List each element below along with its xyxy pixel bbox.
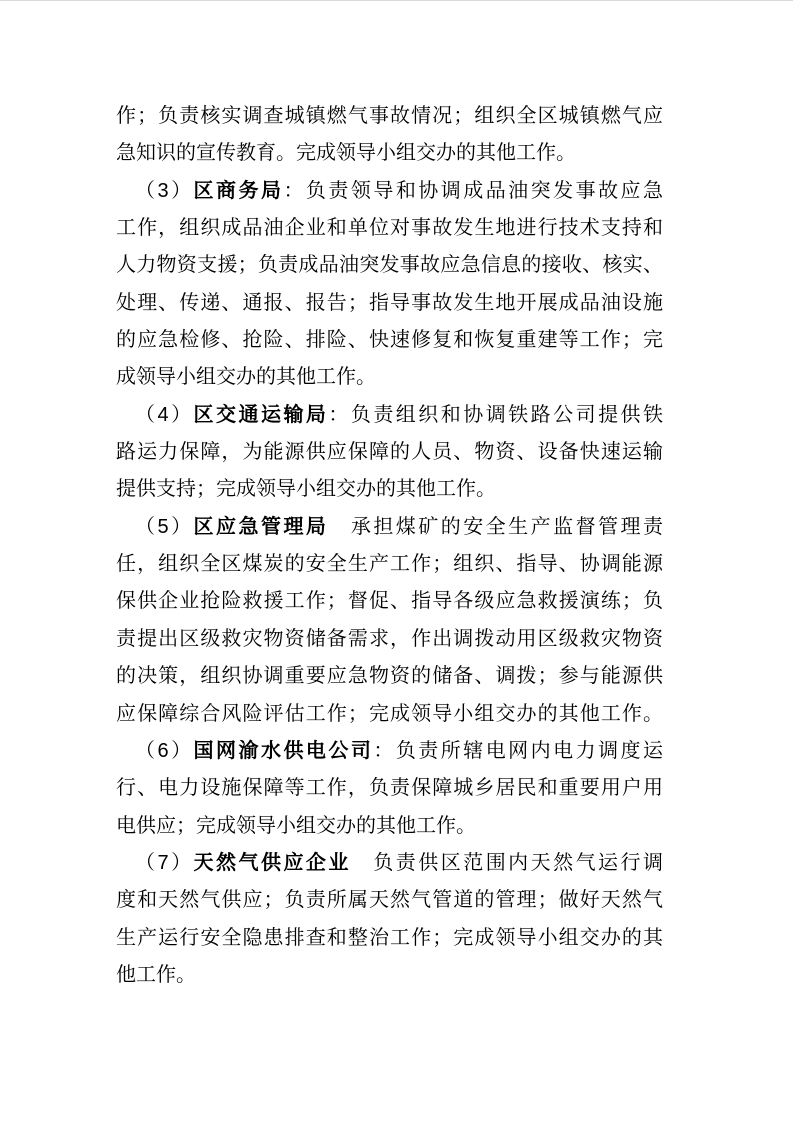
text-line [116,770,663,807]
org-name-bold: 区交通运输局 [193,403,329,426]
text-line [116,957,663,994]
paragraph [116,173,663,397]
document-content [116,98,663,994]
text-line [116,173,663,210]
body-text: 工作，组织成品油企业和单位对事故发生地进行技术支持和 [116,217,663,240]
text-line [116,696,663,733]
text-line [116,808,663,845]
body-text: 的决策，组织协调重要应急物资的储备、调拨；参与能源供 [116,665,663,688]
body-text: 急知识的宣传教育。完成领导小组交办的其他工作。 [116,142,576,165]
text-line [116,509,663,546]
body-text: （3） [135,179,194,202]
org-name-bold: 区应急管理局 [193,515,329,538]
text-line [116,733,663,770]
body-text: ：负责领导和协调成品油突发事故应急 [283,179,663,202]
body-text: （4） [135,403,194,426]
paragraph [116,397,663,509]
page-top-edge-line [0,0,793,1]
body-text: ：负责所辖电网内电力调度运 [373,739,663,762]
text-line [116,434,663,471]
body-text: 处理、传递、通报、报告；指导事故发生地开展成品油设施 [116,291,663,314]
text-line [116,397,663,434]
body-text: 作；负责核实调查城镇燃气事故情况；组织全区城镇燃气应 [116,105,663,127]
body-text: 路运力保障，为能源供应保障的人员、物资、设备快速运输 [116,441,663,464]
body-text: （6） [135,739,194,762]
body-text: 生产运行安全隐患排查和整治工作；完成领导小组交办的其 [116,926,663,949]
text-line [116,621,663,658]
body-text: 度和天然气供应；负责所属天然气管道的管理；做好天然气 [116,889,663,912]
text-line [116,845,663,882]
text-line [116,98,663,135]
text-line [116,359,663,396]
paragraph [116,845,663,994]
text-line [116,546,663,583]
text-line [116,658,663,695]
paragraph [116,733,663,845]
text-line [116,322,663,359]
org-name-bold: 区商务局 [193,179,284,202]
paragraph [116,98,663,173]
text-line [116,882,663,919]
text-line [116,210,663,247]
body-text: ：负责组织和协调铁路公司提供铁 [328,403,663,426]
body-text: 任，组织全区煤炭的安全生产工作；组织、指导、协调能源 [116,553,663,576]
body-text: 承担煤矿的安全生产监督管理责 [328,515,663,538]
text-line [116,285,663,322]
text-line [116,471,663,508]
body-text: 的应急检修、抢险、排险、快速修复和恢复重建等工作；完 [116,329,663,352]
text-line [116,247,663,284]
body-text: 应保障综合风险评估工作；完成领导小组交办的其他工作。 [116,702,663,725]
org-name-bold: 国网渝水供电公司 [193,739,374,762]
body-text: 责提出区级救灾物资储备需求，作出调拨动用区级救灾物资 [116,627,663,650]
body-text: 负责供区范围内天然气运行调 [350,851,663,874]
body-text: 人力物资支援；负责成品油突发事故应急信息的接收、核实、 [116,254,663,277]
body-text: 保供企业抢险救援工作；督促、指导各级应急救援演练；负 [116,590,663,613]
paragraph [116,509,663,733]
text-line [116,920,663,957]
body-text: 电供应；完成领导小组交办的其他工作。 [116,814,476,837]
org-name-bold: 天然气供应企业 [193,851,351,874]
body-text: 行、电力设施保障等工作，负责保障城乡居民和重要用户用 [116,777,663,800]
text-line [116,583,663,620]
body-text: 成领导小组交办的其他工作。 [116,366,376,389]
text-line [116,135,663,172]
body-text: （5） [135,515,194,538]
body-text: （7） [135,851,194,874]
body-text: 他工作。 [116,963,196,986]
body-text: 提供支持；完成领导小组交办的其他工作。 [116,478,496,501]
